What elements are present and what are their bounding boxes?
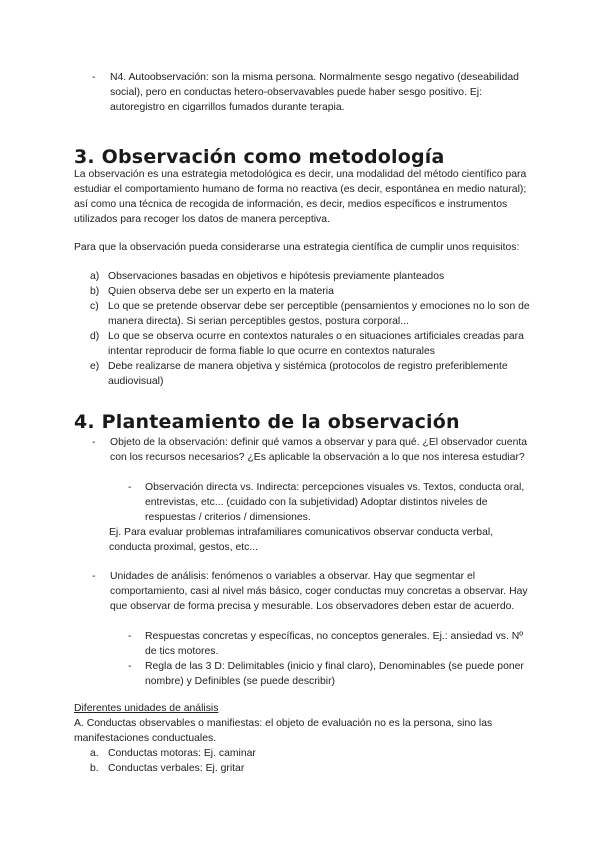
paragraph: A. Conductas observables o manifiestas: el objeto de evaluación no es la persona, sino las manifestaciones conductuales. bbox=[74, 718, 493, 744]
list-text: Observaciones basadas en objetivos e hipótesis previamente planteados bbox=[108, 271, 445, 282]
bullet-text: Objeto de la observación: definir qué vamos a observar y para qué. ¿El observador cuenta con los recursos necesarios? ¿Es aplicable la observación a lo que nos interesa estudiar? bbox=[110, 437, 528, 463]
sub-list-item bbox=[128, 659, 533, 689]
list-marker: b) bbox=[90, 286, 100, 297]
bullet-marker: - bbox=[92, 437, 96, 448]
bullet-text: Regla de las 3 D: Delimitables (inicio y final claro), Denominables (se puede poner nombre) y Definibles (se puede describir) bbox=[145, 661, 524, 687]
bullet-text: Respuestas concretas y específicas, no conceptos generales. Ej.: ansiedad vs. Nº de tics motores. bbox=[145, 631, 524, 657]
bullet-marker: - bbox=[128, 661, 132, 672]
sub-list-item bbox=[128, 480, 533, 525]
list-marker: b. bbox=[90, 763, 99, 774]
section-heading: 4. Planteamiento de la observación bbox=[74, 411, 460, 433]
list-item bbox=[92, 70, 522, 115]
section-heading: 3. Observación como metodología bbox=[74, 146, 445, 168]
list-marker: a. bbox=[90, 748, 99, 759]
example-paragraph: Ej. Para evaluar problemas intrafamiliares comunicativos observar conducta verbal, conducta proximal, gestos, etc... bbox=[109, 527, 494, 553]
list-text: Conductas verbales: Ej. gritar bbox=[108, 763, 245, 774]
paragraph: Para que la observación pueda considerarse una estrategia científica de cumplir unos requisitos: bbox=[74, 242, 520, 253]
requirements-list bbox=[90, 269, 534, 389]
list-marker: d) bbox=[90, 331, 100, 342]
list-item bbox=[90, 284, 534, 299]
list-text: Quien observa debe ser un experto en la materia bbox=[108, 286, 334, 297]
bullet-marker: - bbox=[128, 631, 132, 642]
bullet-marker: - bbox=[92, 571, 96, 582]
bullet-text: Unidades de análisis: fenómenos o variables a observar. Hay que segmentar el comportamiento, casi al nivel más básico, coger conductas muy concretas a observar. Hay que observar de forma precisa y mesurable. Los observadores deben estar de acuerdo. bbox=[110, 571, 528, 612]
paragraph: La observación es una estrategia metodológica es decir, una modalidad del método científico para estudiar el comportamiento humano de forma no reactiva (es decir, espontánea en medio natural); así como una técnica de recogida de información, es decir, medios específicos e instrumentos utilizados para recoger los datos de manera perceptiva. bbox=[74, 169, 527, 225]
list-text: Lo que se pretende observar debe ser perceptible (pensamientos y emociones no lo son de manera directa). Si serian perceptibles gestos, postura corporal... bbox=[108, 301, 530, 327]
list-item bbox=[92, 569, 532, 614]
list-item bbox=[90, 746, 530, 761]
list-text: Debe realizarse de manera objetiva y sistémica (protocolos de registro preferiblemente audiovisual) bbox=[108, 361, 508, 387]
bullet-marker: - bbox=[92, 72, 96, 83]
list-item bbox=[92, 435, 532, 465]
list-marker: e) bbox=[90, 361, 100, 372]
list-item bbox=[90, 329, 534, 359]
bullet-text: Observación directa vs. Indirecta: percepciones visuales vs. Textos, conducta oral, entrevistas, etc... (cuidado con la subjetividad) Adoptar distintos niveles de respuestas / criterios / dimensiones. bbox=[145, 482, 525, 523]
sub-list-item bbox=[128, 629, 533, 659]
list-item bbox=[90, 761, 530, 776]
unit-types-list bbox=[90, 746, 530, 776]
list-item bbox=[90, 359, 534, 389]
list-text: Conductas motoras: Ej. caminar bbox=[108, 748, 256, 759]
bullet-marker: - bbox=[128, 482, 132, 493]
list-text: Lo que se observa ocurre en contextos naturales o en situaciones artificiales creadas para intentar reproducir de forma fiable lo que ocurre en contextos naturales bbox=[108, 331, 524, 357]
list-marker: c) bbox=[90, 301, 99, 312]
subsection-title: Diferentes unidades de análisis bbox=[74, 703, 219, 714]
list-item bbox=[90, 299, 534, 329]
list-marker: a) bbox=[90, 271, 100, 282]
list-item bbox=[90, 269, 534, 284]
bullet-text: N4. Autoobservación: son la misma persona. Normalmente sesgo negativo (deseabilidad social), pero en conductas hetero-observavables puede haber sesgo positivo. Ej: autoregistro en cigarrillos fumados durante terapia. bbox=[110, 72, 519, 113]
